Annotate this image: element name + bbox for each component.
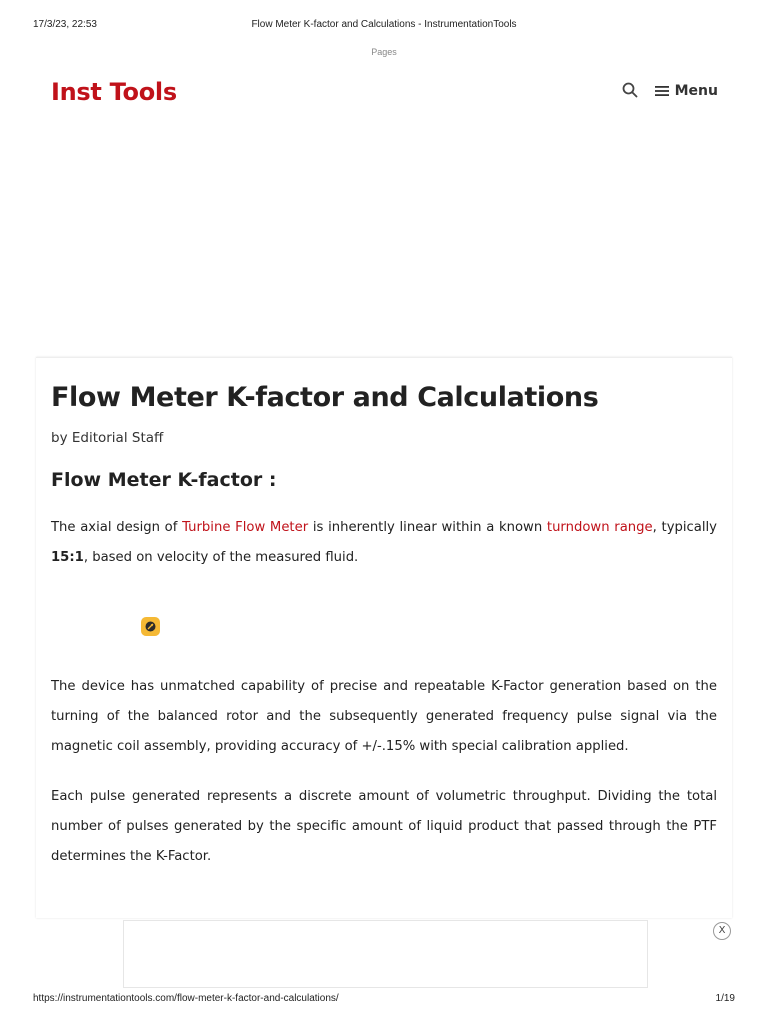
paragraph-text: , based on velocity of the measured fluid. <box>83 550 359 565</box>
paragraph-text: is inherently linear within a known <box>308 520 547 535</box>
paragraph-k-factor-generation: The device has unmatched capability of precise and repeatable K-Factor generation based on the turning of the balanced rotor and the subsequently generated frequency pulse signal via the magnetic coil assembly, providing accuracy of +/-.15% with special calibration applied. <box>51 679 717 754</box>
ad-close-button[interactable]: X <box>713 922 731 940</box>
hamburger-menu-icon <box>655 85 669 97</box>
turndown-ratio: 15:1 <box>51 550 84 565</box>
print-document-title: Flow Meter K-factor and Calculations - InstrumentationTools <box>251 19 517 30</box>
pages-label: Pages <box>371 47 397 57</box>
site-logo[interactable]: Inst Tools <box>51 78 177 106</box>
paragraph-text: The axial design of <box>51 520 183 535</box>
broken-image-icon <box>141 617 160 636</box>
section-heading: Flow Meter K-factor : <box>51 469 277 491</box>
menu-button[interactable] <box>655 80 718 102</box>
print-url: https://instrumentationtools.com/flow-meter-k-factor-and-calculations/ <box>33 993 339 1004</box>
ad-banner[interactable] <box>123 920 648 988</box>
print-page-number: 1/19 <box>715 993 735 1004</box>
article-title: Flow Meter K-factor and Calculations <box>51 382 599 413</box>
paragraph-text: , typically <box>652 520 717 535</box>
print-header <box>33 14 735 34</box>
article-card <box>36 357 732 918</box>
paragraph-pulse-throughput: Each pulse generated represents a discrete amount of volumetric throughput. Dividing the total number of pulses generated by the specific amount of liquid product that passed through the PTF determines the K-Factor. <box>51 789 717 864</box>
print-datetime: 17/3/23, 22:53 <box>33 19 97 30</box>
turndown-range-link[interactable]: turndown range <box>546 520 653 535</box>
turbine-flow-meter-link[interactable]: Turbine Flow Meter <box>182 520 309 535</box>
search-icon[interactable] <box>621 81 639 99</box>
paragraph-turbine-design <box>51 513 717 573</box>
site-header <box>51 72 718 112</box>
menu-label: Menu <box>674 83 718 99</box>
article-byline: by Editorial Staff <box>51 430 164 446</box>
